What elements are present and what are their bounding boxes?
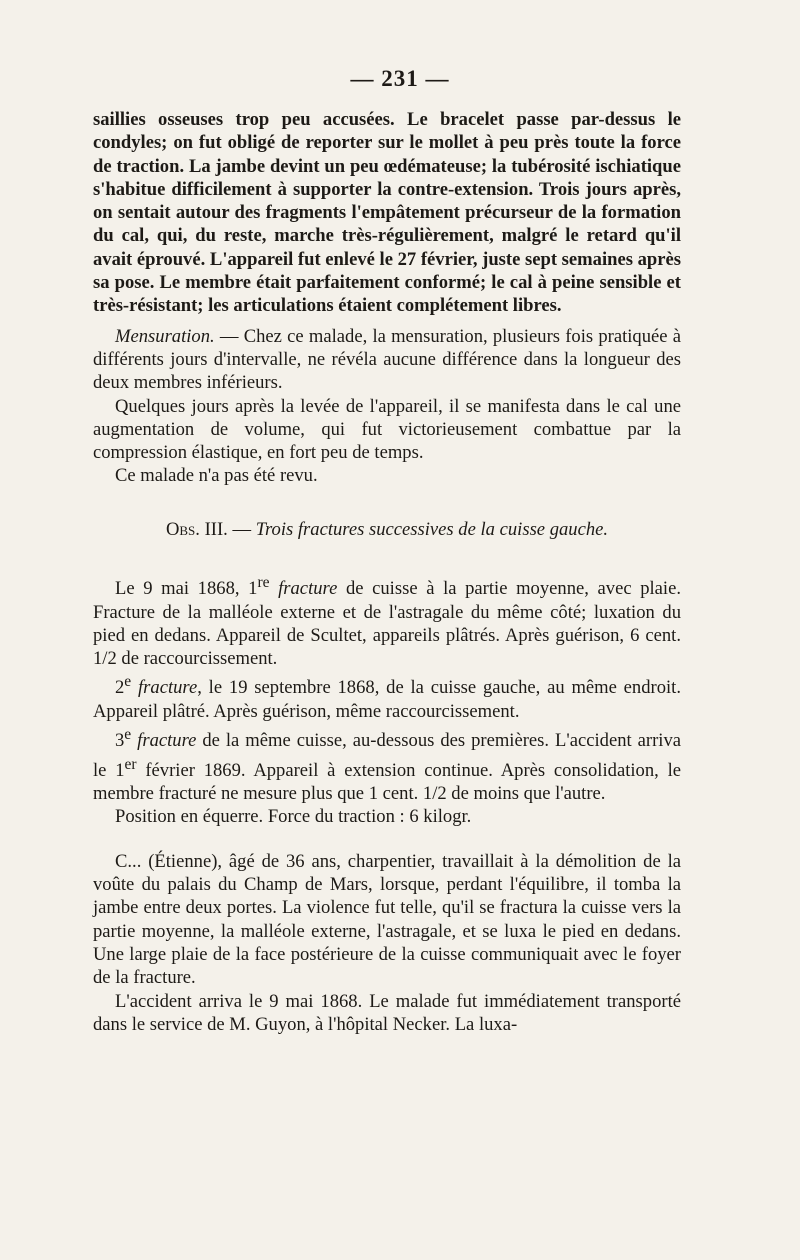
observation-dash: —	[227, 518, 256, 540]
paragraph-first-fracture	[93, 571, 681, 670]
first-fracture-date: Le 9 mai 1868, 1	[115, 578, 258, 600]
second-fracture-ordinal: e	[124, 673, 132, 691]
paragraph-third-fracture	[93, 723, 681, 805]
first-fracture-text: de cuisse à la partie moyenne, avec plaie. Fracture de la malléole externe et de l'astragale du même côté; luxation du pied en dedans. Appareil de Scultet, appareils plâtrés. Après guérison, 6 cent. 1/2 de raccourcissement.	[93, 578, 681, 670]
mensuration-text: — Chez ce malade, la mensuration, plusieurs fois pratiquée à différents jours d'intervalle, ne révéla aucune différence dans la longueur des deux membres inférieurs.	[93, 325, 681, 394]
paragraph-case-history: C... (Étienne), âgé de 36 ans, charpentier, travaillait à la démolition de la voûte du palais du Champ de Mars, lorsque, perdant l'équilibre, il tomba la jambe entre deux portes. La violence fut telle, qu'il se fractura la cuisse vers la partie moyenne, la malléole externe, l'astragale, et se luxa le pied en dedans. Une large plaie de la face postérieure de la cuisse communiquait avec le foyer de la fracture.	[93, 850, 681, 989]
paragraph-followup: Quelques jours après la levée de l'appareil, il se manifesta dans le cal une augmentation de volume, qui fut victorieusement combattue par la compression élastique, en fort peu de temps.	[93, 395, 681, 464]
paragraph-not-seen: Ce malade n'a pas été revu.	[115, 465, 318, 487]
observation-heading	[93, 518, 681, 541]
third-fracture-number: 3	[115, 730, 125, 752]
third-fracture-word: fracture	[131, 730, 197, 752]
mensuration-label: Mensuration.	[115, 325, 215, 347]
paragraph-admission: L'accident arriva le 9 mai 1868. Le malade fut immédiatement transporté dans le service de M. Guyon, à l'hôpital Necker. La luxa-	[93, 990, 681, 1035]
page-body	[93, 108, 681, 1036]
page-number: — 231 —	[350, 66, 450, 91]
observation-label: Obs. III.	[165, 518, 228, 540]
second-fracture-text: , le 19 septembre 1868, de la cuisse gauche, au même endroit. Appareil plâtré. Après guérison, même raccourcissement.	[93, 677, 681, 722]
second-fracture-number: 2	[115, 677, 125, 699]
first-fracture-ordinal: re	[257, 574, 270, 592]
paragraph-position: Position en équerre. Force du traction : 6 kilogr.	[115, 806, 472, 828]
third-fracture-text: de la même cuisse, au-dessous des premières. L'accident arriva le 1	[93, 730, 681, 781]
third-fracture-date-ordinal: er	[124, 755, 137, 773]
second-fracture-word: fracture	[131, 677, 198, 699]
first-fracture-word: fracture	[269, 578, 338, 600]
observation-title: Trois fractures successives de la cuisse gauche.	[255, 518, 609, 540]
paragraph-second-fracture	[93, 670, 681, 723]
third-fracture-text-end: février 1869. Appareil à extension continue. Après consolidation, le membre fracturé ne mesure plus que 1 cent. 1/2 de moins que l'autre.	[93, 759, 681, 805]
paragraph-continuation: saillies osseuses trop peu accusées. Le bracelet passe par-dessus le condyles; on fut obligé de reporter sur le mollet à peu près toute la force de traction. La jambe devint un peu œdémateuse; la tubérosité ischiatique s'habitue difficilement à supporter la contre-extension. Trois jours après, on sentait autour des fragments l'empâtement précurseur de la formation du cal, qui, du reste, marche très-régulièrement, malgré le retard qu'il avait éprouvé. L'appareil fut enlevé le 27 février, juste sept semaines après sa pose. Le membre était parfaitement conformé; le cal à peine sensible et très-résistant; les articulations étaient complétement libres.	[93, 109, 681, 317]
third-fracture-ordinal: e	[124, 726, 132, 744]
paragraph-mensuration	[93, 325, 681, 395]
